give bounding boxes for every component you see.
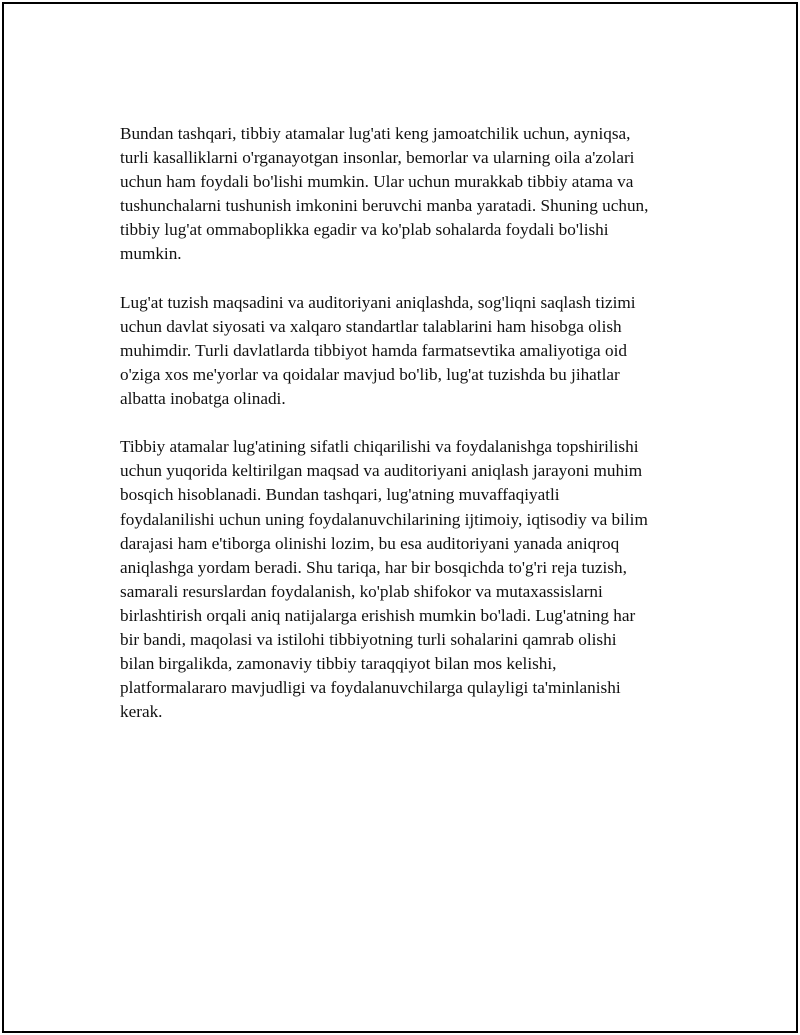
text-line: bosqich hisoblanadi. Bundan tashqari, lug'atning muvaffaqiyatli xyxy=(120,485,560,505)
paragraph-1 xyxy=(120,122,700,267)
text-line: foydalanilishi uchun uning foydalanuvchilarining ijtimoiy, iqtisodiy va bilim xyxy=(120,509,648,529)
text-line: muhimdir. Turli davlatlarda tibbiyot hamda farmatsevtika amaliyotiga oid xyxy=(120,340,627,360)
text-line: kerak. xyxy=(120,702,163,722)
text-line: uchun yuqorida keltirilgan maqsad va auditoriyani aniqlash jarayoni muhim xyxy=(120,461,643,481)
page-frame xyxy=(2,2,798,1033)
text-line: bir bandi, maqolasi va istilohi tibbiyotning turli sohalarini qamrab olishi xyxy=(120,629,617,649)
text-line: darajasi ham e'tiborga olinishi lozim, bu esa auditoriyani yanada aniqroq xyxy=(120,533,620,553)
text-line: o'ziga xos me'yorlar va qoidalar mavjud bo'lib, lug'at tuzishda bu jihatlar xyxy=(120,364,620,384)
text-line: aniqlashga yordam beradi. Shu tariqa, har bir bosqichda to'g'ri reja tuzish, xyxy=(120,557,627,577)
document-body xyxy=(120,122,700,748)
text-line: turli kasalliklarni o'rganayotgan insonlar, bemorlar va ularning oila a'zolari xyxy=(120,148,635,168)
text-line: albatta inobatga olinadi. xyxy=(120,389,286,409)
text-line: uchun ham foydali bo'lishi mumkin. Ular uchun murakkab tibbiy atama va xyxy=(120,172,634,192)
text-line: Bundan tashqari, tibbiy atamalar lug'ati keng jamoatchilik uchun, ayniqsa, xyxy=(120,124,631,143)
paragraph-2 xyxy=(120,291,700,411)
text-line: samarali resurslardan foydalanish, ko'plab shifokor va mutaxassislarni xyxy=(120,581,603,601)
text-line: bilan birgalikda, zamonaviy tibbiy taraqqiyot bilan mos kelishi, xyxy=(120,654,557,674)
text-line: tibbiy lug'at ommaboplikka egadir va ko'plab sohalarda foydali bo'lishi xyxy=(120,220,609,240)
text-line: platformalararo mavjudligi va foydalanuvchilarga qulayligi ta'minlanishi xyxy=(120,678,621,698)
text-line: Lug'at tuzish maqsadini va auditoriyani aniqlashda, sog'liqni saqlash tizimi xyxy=(120,292,636,312)
text-line: Tibbiy atamalar lug'atining sifatli chiqarilishi va foydalanishga topshirilishi xyxy=(120,437,639,457)
text-line: birlashtirish orqali aniq natijalarga erishish mumkin bo'ladi. Lug'atning har xyxy=(120,605,636,625)
text-line: tushunchalarni tushunish imkonini beruvchi manba yaratadi. Shuning uchun, xyxy=(120,196,649,216)
text-line: mumkin. xyxy=(120,244,182,264)
paragraph-3 xyxy=(120,435,700,724)
text-line: uchun davlat siyosati va xalqaro standartlar talablarini ham hisobga olish xyxy=(120,316,622,336)
